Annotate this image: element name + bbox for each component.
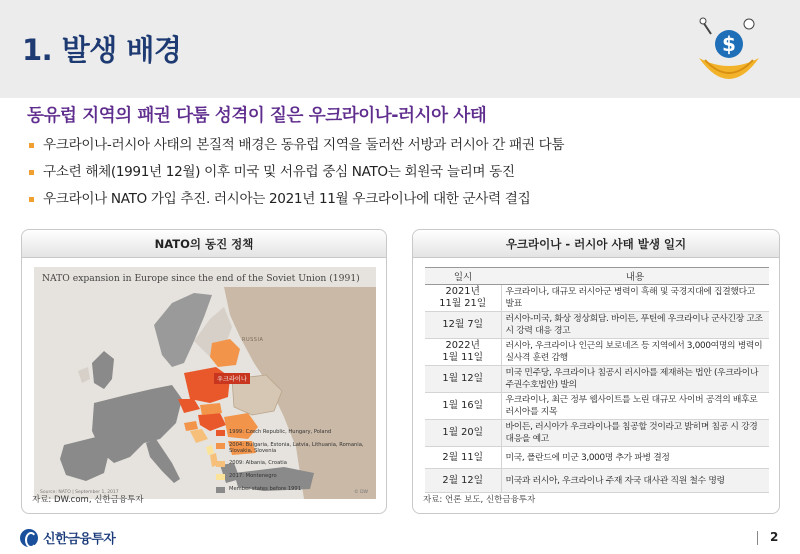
- footer-brand: [20, 528, 115, 547]
- column-header-content: 내용: [501, 268, 769, 285]
- map-source-note: Source: NATO | September 1, 2017: [40, 490, 119, 495]
- legend-item: [216, 442, 372, 460]
- row-date: 12월 7일: [425, 312, 501, 339]
- row-content: 바이든, 러시아가 우크라이나를 침공할 것이라고 밝히며 침공 시 강경 대응을 예고: [501, 420, 769, 447]
- timeline-panel: [412, 229, 780, 514]
- row-date: 2022년 1월 11일: [425, 339, 501, 366]
- bullet-list: [27, 132, 787, 213]
- row-date: 2021년 11월 21일: [425, 285, 501, 312]
- row-content: 우크라이나, 최근 정부 웹사이트를 노린 대규모 사이버 공격의 배후로 러시아를 지목: [501, 393, 769, 420]
- bullet-item: 우크라이나-러시아 사태의 본질적 배경은 동유럽 지역을 둘러싼 서방과 러시아 간 패권 다툼: [27, 132, 787, 159]
- panel-title: NATO의 동진 정책: [22, 230, 386, 258]
- row-content: 우크라이나, 대규모 러시아군 병력이 흑해 및 국경지대에 집결했다고 발표: [501, 285, 769, 312]
- table-row: [425, 447, 769, 469]
- legend-item: [216, 460, 372, 473]
- legend-item: [216, 473, 372, 486]
- legend-swatch: [216, 461, 225, 467]
- shinhan-logo-icon: [20, 529, 38, 547]
- table-row: [425, 393, 769, 420]
- page-title: 1. 발생 배경: [22, 33, 182, 67]
- table-header-row: [425, 268, 769, 285]
- legend-item: [216, 429, 372, 442]
- table-row: [425, 312, 769, 339]
- map-title: NATO expansion in Europe since the end of the Soviet Union (1991): [42, 273, 360, 284]
- legend-label: 2004: Bulgaria, Estonia, Latvia, Lithuania, Romania, Slovakia, Slovenia: [229, 442, 364, 454]
- timeline-table: [425, 267, 769, 493]
- map-legend: [216, 429, 372, 499]
- row-date: 1월 12일: [425, 366, 501, 393]
- legend-label: Member states before 1991: [229, 486, 302, 492]
- column-header-date: 일시: [425, 268, 501, 285]
- row-content: 러시아, 우크라이나 인근의 보로네즈 등 지역에서 3,000여명의 병력이 실사격 훈련 감행: [501, 339, 769, 366]
- panel-title: 우크라이나 - 러시아 사태 발생 일지: [413, 230, 779, 258]
- table-row: [425, 469, 769, 493]
- brand-name: 신한금융투자: [43, 532, 116, 547]
- legend-label: 1999: Czech Republic, Hungary, Poland: [229, 429, 332, 435]
- svg-text:$: $: [722, 32, 736, 56]
- map-credit: © DW: [354, 490, 368, 495]
- map-callout-ukraine: 우크라이나: [214, 373, 250, 384]
- row-content: 미국과 러시아, 우크라이나 주재 자국 대사관 직원 철수 명령: [501, 469, 769, 493]
- row-date: 1월 16일: [425, 393, 501, 420]
- table-row: [425, 285, 769, 312]
- row-date: 2월 11일: [425, 447, 501, 469]
- shinhan-mascot-icon: [695, 14, 763, 88]
- row-content: 러시아-미국, 화상 정상회담. 바이든, 푸틴에 우크라이나 군사긴장 고조 시 강력 대응 경고: [501, 312, 769, 339]
- table-row: [425, 339, 769, 366]
- bullet-item: 구소련 해체(1991년 12월) 이후 미국 및 서유럽 중심 NATO는 회원국 늘리며 동진: [27, 159, 787, 186]
- legend-swatch: [216, 487, 225, 493]
- panel-source: 자료: DW.com, 신한금융투자: [32, 495, 144, 505]
- legend-item: [216, 486, 372, 499]
- section-heading: 동유럽 지역의 패권 다툼 성격이 짙은 우크라이나-러시아 사태: [27, 106, 487, 126]
- row-date: 2월 12일: [425, 469, 501, 493]
- row-content: 미국, 폴란드에 미군 3,000명 추가 파병 결정: [501, 447, 769, 469]
- panel-source: 자료: 언론 보도, 신한금융투자: [423, 495, 536, 505]
- legend-swatch: [216, 474, 225, 480]
- bullet-item: 우크라이나 NATO 가입 추진. 러시아는 2021년 11월 우크라이나에 대한 군사력 결집: [27, 186, 787, 213]
- legend-label: 2009: Albania, Croatia: [229, 460, 287, 466]
- legend-swatch: [216, 430, 225, 436]
- row-content: 미국 민주당, 우크라이나 침공시 러시아를 제재하는 법안 (우크라이나 주권수호법안) 발의: [501, 366, 769, 393]
- map-label-russia: RUSSIA: [242, 337, 264, 343]
- legend-swatch: [216, 443, 225, 449]
- page-number: 2: [770, 530, 779, 544]
- nato-expansion-panel: [21, 229, 387, 514]
- nato-expansion-map: [34, 267, 376, 499]
- page-separator: [757, 531, 758, 545]
- table-row: [425, 366, 769, 393]
- table-row: [425, 420, 769, 447]
- row-date: 1월 20일: [425, 420, 501, 447]
- legend-label: 2017: Montenegro: [229, 473, 277, 479]
- header-bar: [0, 0, 800, 98]
